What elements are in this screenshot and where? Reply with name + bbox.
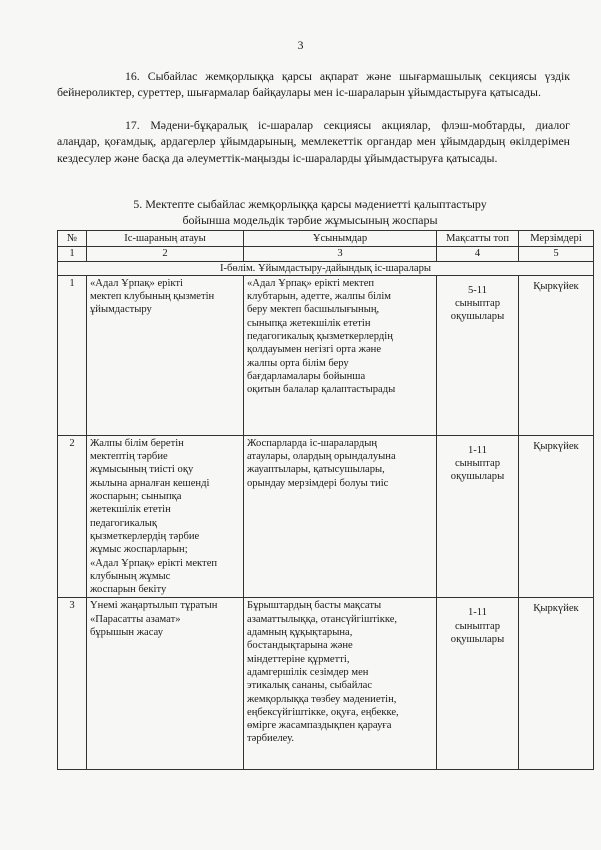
column-number: 3 (244, 247, 437, 261)
section-row-label: І-бөлім. Ұйымдастыру-дайындық іс-шаралары (58, 261, 594, 275)
plan-table (57, 230, 594, 770)
column-number: 5 (519, 247, 594, 261)
column-number: 4 (437, 247, 519, 261)
section-row (58, 261, 594, 275)
header-term: Мерзімдері (519, 231, 594, 247)
row-recommendations: Жоспарларда іс-шаралардың атаулары, олардың орындалуына жауаптылары, қатысушылары, орындау мерзімдері болуы тиіс (244, 435, 437, 598)
column-number: 2 (87, 247, 244, 261)
row-term: Қыркүйек (519, 275, 594, 435)
table-row (58, 435, 594, 598)
paragraph-17 (57, 117, 570, 166)
header-recommendations: Ұсынымдар (244, 231, 437, 247)
row-term: Қыркүйек (519, 435, 594, 598)
row-target-group: 5-11 сыныптар оқушылары (437, 275, 519, 435)
row-term: Қыркүйек (519, 598, 594, 770)
table-row (58, 275, 594, 435)
paragraph-16 (57, 68, 570, 101)
header-name: Іс-шараның атауы (87, 231, 244, 247)
paragraph-17-text: 17. Мәдени-бұқаралық іс-шаралар секциясы акциялар, флэш-мобтарды, диалог алаңдар, қоғамдық, ардагерлер ұйымдарының, мемлекеттік органдар мен ұйымдардың өкілдерімен кездесулер және басқа да әлеуметтік-маңызды іс-шараларды ұйымдастыруға қатысады. (57, 118, 570, 165)
row-target-group: 1-11 сыныптар оқушылары (437, 435, 519, 598)
row-recommendations: Бұрыштардың басты мақсаты азаматтылыққа, отансүйгіштікке, адамның құқықтарына, бостандықтарына және міндеттеріне құрметті, адамгершілік сезімдер мен этикалық сананы, сыбайлас жемқорлыққа төзбеу мәдениетін, еңбексүйгіштікке, оқуға, еңбекке, өмірге жасампаздықпен қарауға тәрбиелеу. (244, 598, 437, 770)
row-name: Үнемі жаңартылып тұратын «Парасатты азамат» бұрышын жасау (87, 598, 244, 770)
page-number: 3 (297, 38, 304, 52)
header-target-group: Мақсатты топ (437, 231, 519, 247)
column-numbers-row (58, 247, 594, 261)
row-name: «Адал Ұрпақ» ерікті мектеп клубының қызметін ұйымдастыру (87, 275, 244, 435)
section-title-line-2: бойынша модельдік тәрбие жұмысының жоспары (182, 213, 438, 227)
row-recommendations: «Адал Ұрпақ» ерікті мектеп клубтарын, әдетте, жалпы білім беру мектеп басшылығының, сыныпқа жетекшілік ететін педагогикалық қызметкерлердің қолдауымен негізгі орта және жалпы орта білім беру бағдарламалары бойынша оқитын балалар қалаптастырады (244, 275, 437, 435)
paragraph-16-text: 16. Сыбайлас жемқорлыққа қарсы ақпарат және шығармашылық секциясы үздік бейнероликтер, суреттер, шығармалар байқаулары мен іс-шараларын ұйымдастыруға қатысады. (57, 69, 570, 100)
row-no: 2 (58, 435, 87, 598)
header-no: № (58, 231, 87, 247)
table-header-row (58, 231, 594, 247)
section-title-line-1: 5. Мектепте сыбайлас жемқорлыққа қарсы мәдениетті қалыптастыру (133, 197, 487, 211)
row-no: 3 (58, 598, 87, 770)
row-no: 1 (58, 275, 87, 435)
section-title (60, 196, 560, 228)
row-name: Жалпы білім беретін мектептің тәрбие жұмысының тиісті оқу жылына арналған кешенді жоспарын; сыныпқа жетекшілік ететін педагогикалық қызметкерлердің тәрбие жұмыс жоспарларын; «Адал Ұрпақ» ерікті мектеп клубының жұмыс жоспарын бекіту (87, 435, 244, 598)
table-row (58, 598, 594, 770)
column-number: 1 (58, 247, 87, 261)
row-target-group: 1-11 сыныптар оқушылары (437, 598, 519, 770)
